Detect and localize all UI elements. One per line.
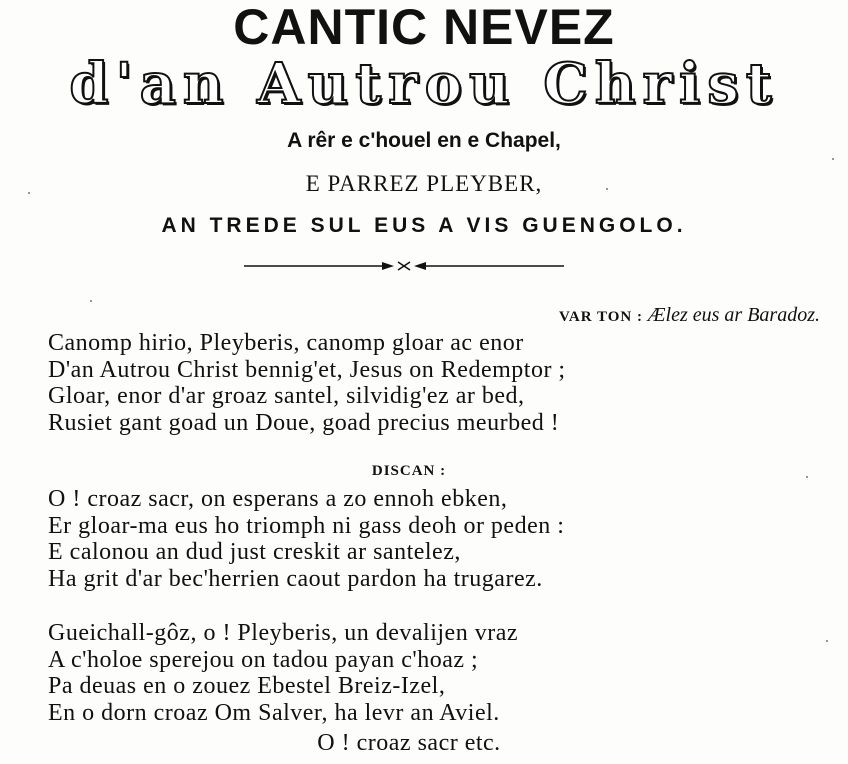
stanza-1: [48, 330, 566, 436]
verse-line: Pa deuas en o zouez Ebestel Breiz-Izel,: [48, 673, 446, 699]
print-speck: [90, 300, 92, 302]
verse-line: A c'holoe sperejou on tadou payan c'hoaz ;: [48, 646, 479, 673]
song-title: CANTIC NEVEZ: [233, 0, 615, 55]
song-subtitle: d'an Autrou Christ: [69, 51, 779, 117]
stanza-2: [48, 620, 518, 726]
print-speck: [826, 640, 828, 642]
tune-name: Ælez eus ar Baradoz.: [647, 304, 820, 326]
stanza-refrain: [48, 486, 564, 592]
occasion-line: A rêr e c'houel en e Chapel,: [287, 129, 561, 152]
print-speck: [606, 188, 608, 190]
print-speck: [28, 192, 30, 194]
ornament-divider: [244, 256, 564, 276]
verse-line: Ha grit d'ar bec'herrien caout pardon ha trugarez.: [48, 565, 543, 592]
verse-line: E calonou an dud just creskit ar santelez,: [48, 539, 461, 565]
tune-label: VAR TON :: [558, 309, 644, 325]
verse-line: Gloar, enor d'ar groaz santel, silvidig'ez ar bed,: [48, 383, 525, 409]
print-speck: [806, 476, 808, 478]
verse-line: Rusiet gant goad un Doue, goad precius meurbed !: [48, 409, 560, 436]
verse-line: Er gloar-ma eus ho triomph ni gass deoh or peden :: [48, 512, 565, 539]
tune-indication: [559, 303, 820, 329]
verse-line: O ! croaz sacr, on esperans a zo ennoh ebken,: [48, 486, 508, 512]
verse-line: En o dorn croaz Om Salver, ha levr an Aviel.: [48, 699, 500, 726]
parish-line: E PARREZ PLEYBER,: [305, 171, 543, 196]
refrain-repeat: O ! croaz sacr etc.: [317, 730, 501, 756]
refrain-label: DISCAN :: [371, 463, 447, 479]
verse-line: Canomp hirio, Pleyberis, canomp gloar ac enor: [48, 330, 524, 356]
verse-line: D'an Autrou Christ bennig'et, Jesus on Redemptor ;: [48, 356, 566, 383]
print-speck: [832, 158, 834, 160]
date-line: AN TREDE SUL EUS A VIS GUENGOLO.: [161, 214, 687, 237]
verse-line: Gueichall-gôz, o ! Pleyberis, un devalijen vraz: [48, 620, 519, 646]
